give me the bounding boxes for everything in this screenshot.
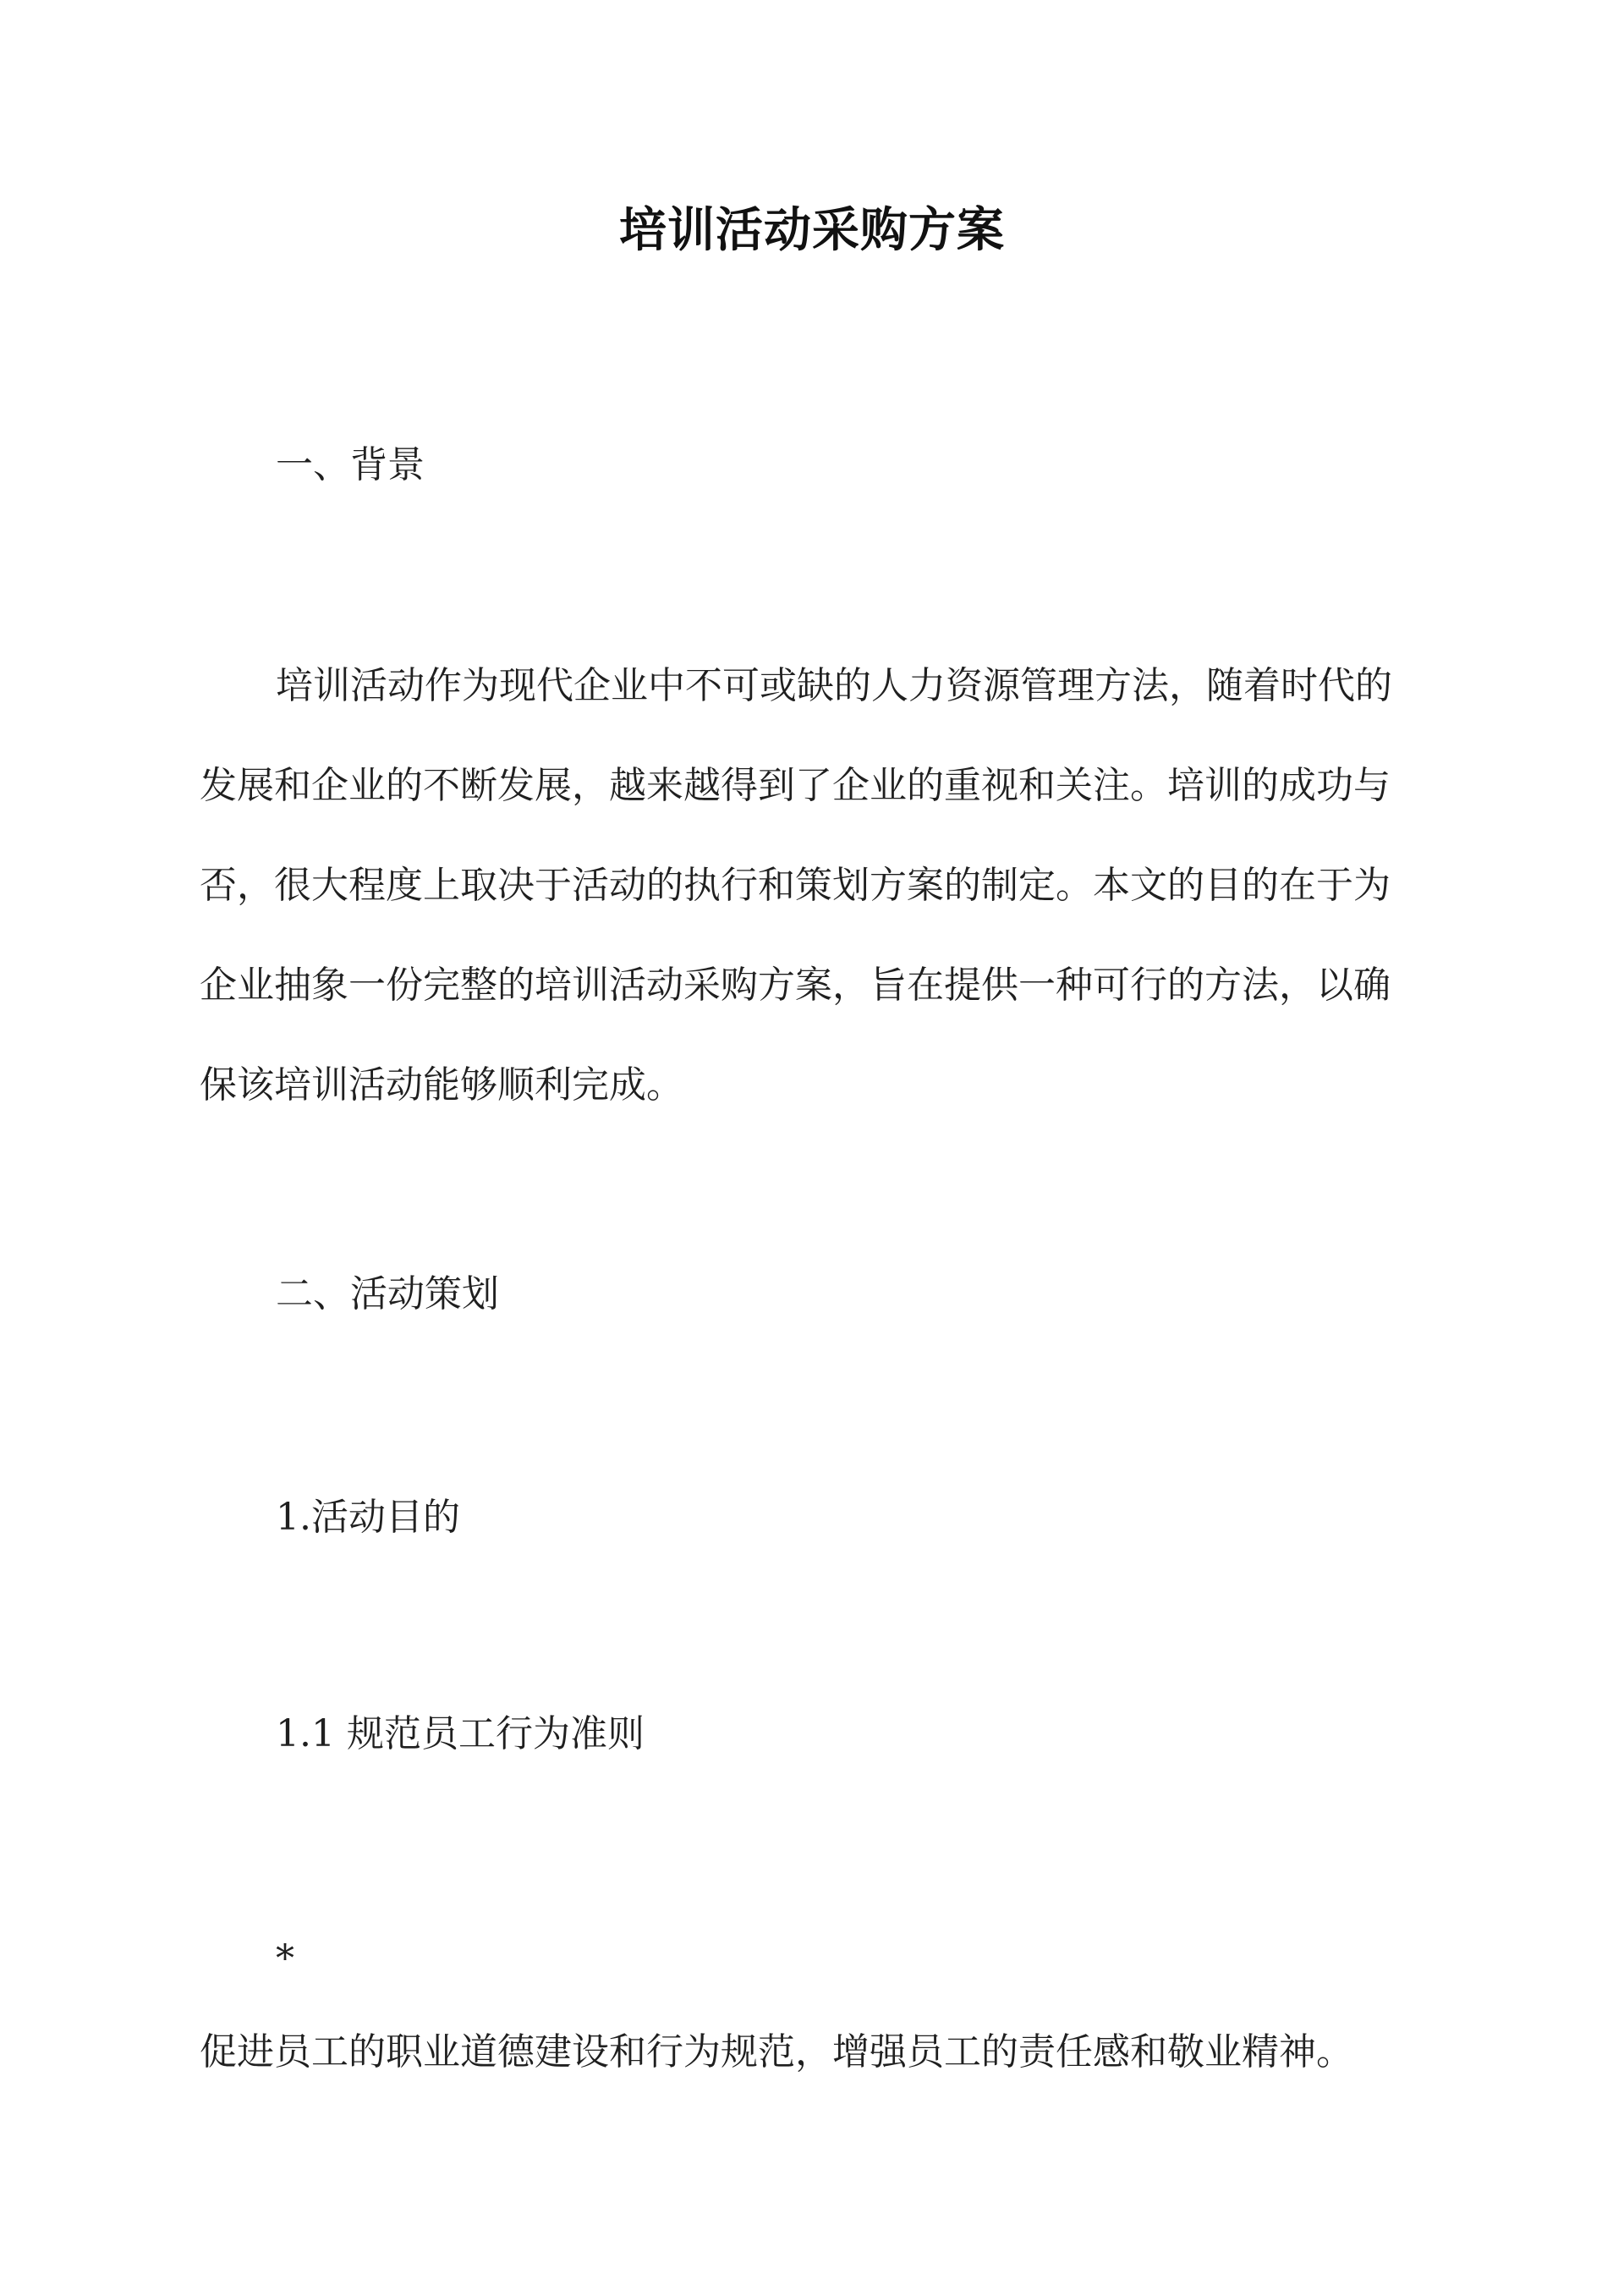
background-paragraph <box>200 636 1435 1135</box>
section-heading-background: 一、背景 <box>276 443 425 486</box>
document-title: 培训活动采购方案 <box>619 202 1005 258</box>
section-heading-planning: 二、活动策划 <box>276 1272 499 1316</box>
paragraph-line: 否，很大程度上取决于活动的执行和策划方案的制定。本文的目的在于为 <box>200 864 1391 907</box>
bullet-text: 促进员工的职业道德建设和行为规范，增强员工的责任感和敬业精神。 <box>200 2030 1353 2074</box>
subheading-behavior-norms: 1.1 规范员工行为准则 <box>276 1712 645 1755</box>
subheading-activity-purpose: 1.活动目的 <box>276 1496 460 1539</box>
paragraph-line: 保该培训活动能够顺利完成。 <box>200 1063 683 1107</box>
bullet-marker: * <box>276 1937 294 1980</box>
paragraph-line: 培训活动作为现代企业中不可或缺的人力资源管理方法，随着时代的 <box>276 664 1392 707</box>
paragraph-line: 企业抽象一份完整的培训活动采购方案，旨在提供一种可行的方法，以确 <box>200 964 1391 1007</box>
paragraph-line: 发展和企业的不断发展，越来越得到了企业的重视和关注。培训的成功与 <box>200 764 1391 807</box>
